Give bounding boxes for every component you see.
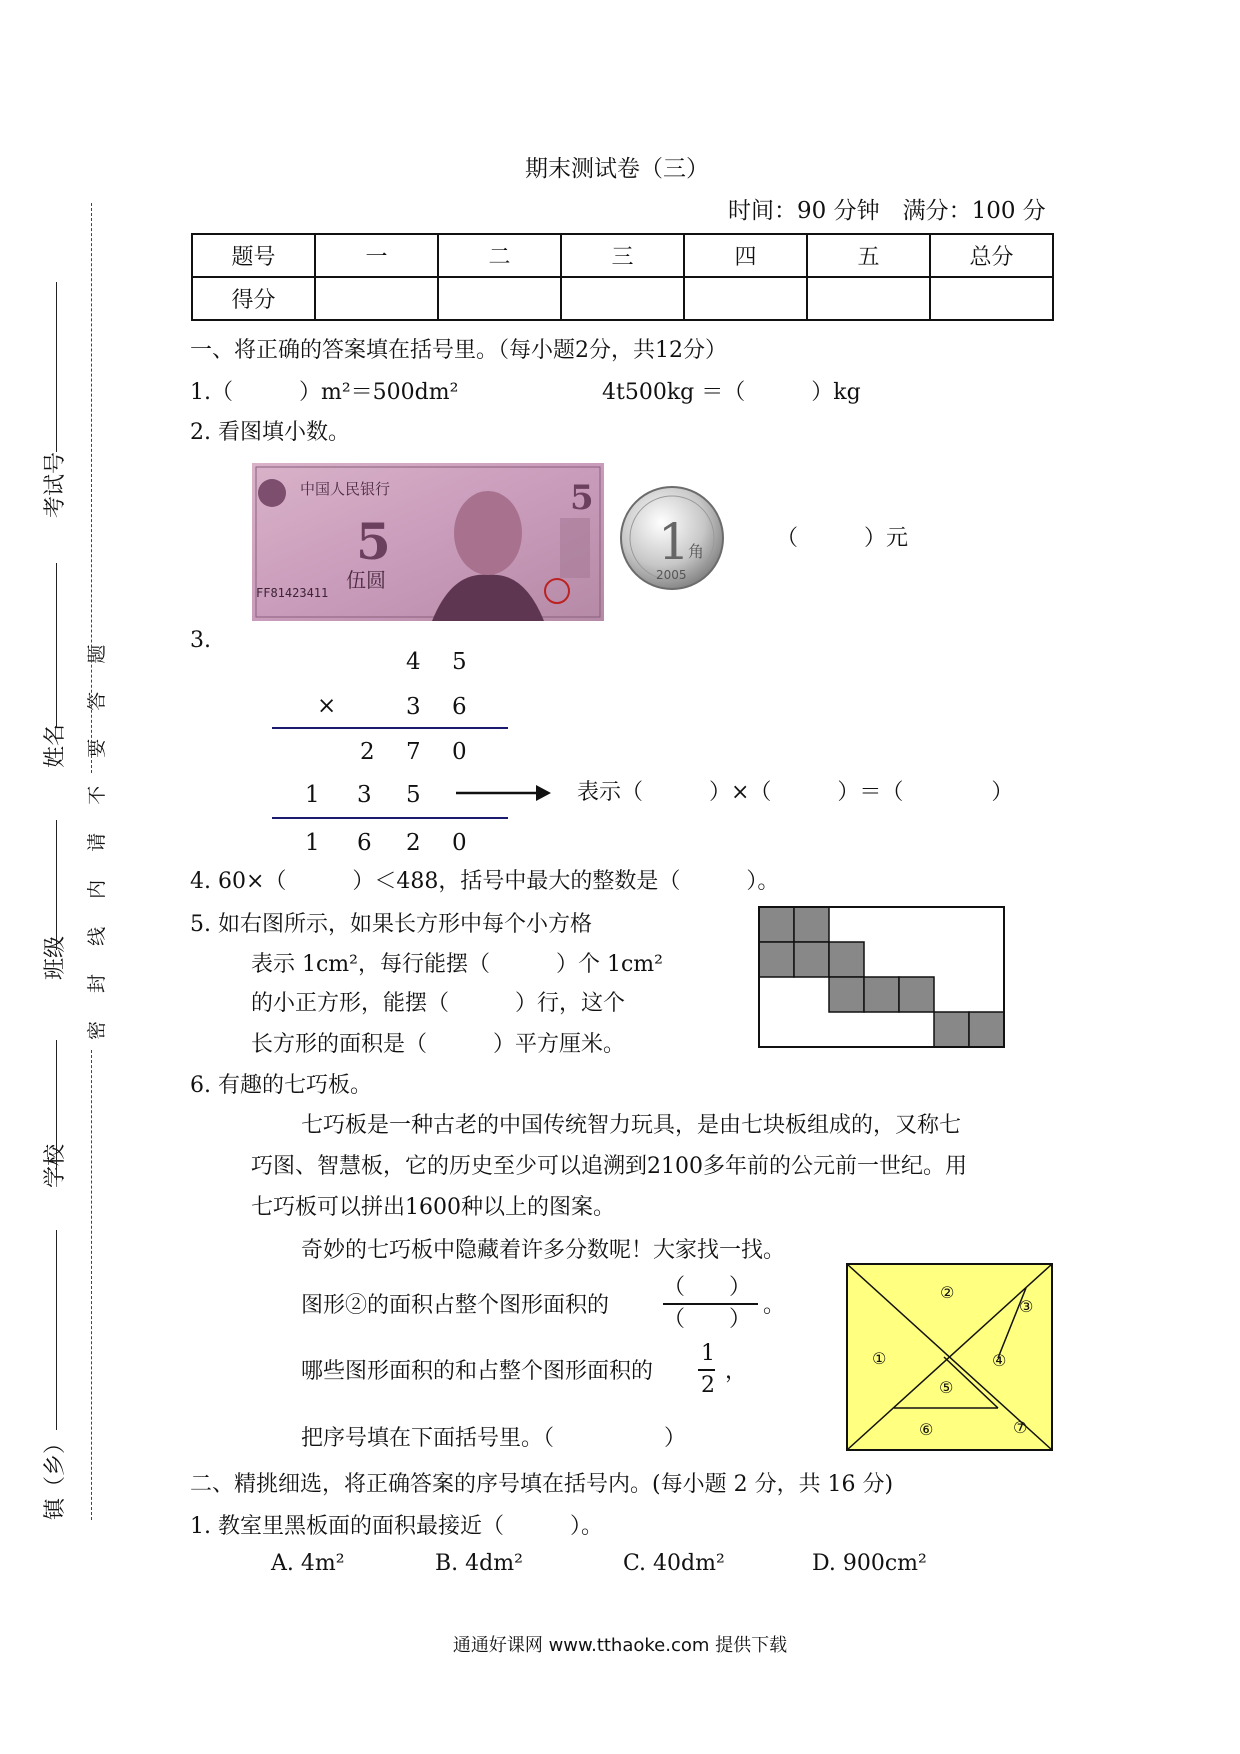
half-fraction-numerator: 1 [701,1341,715,1366]
score-header-cell: 五 [807,234,930,277]
q3-answer[interactable]: 表示（ ）×（ ）＝（ ） [577,780,1014,805]
grid-square [829,942,864,977]
banknote-image [252,463,604,621]
banknote-denomination: 5 [356,512,391,571]
q6-line-6: 哪些图形面积的和占整个图形面积的 [301,1359,654,1384]
tangram-label-1: ① [872,1349,887,1368]
q3-digit: 5 [406,782,421,808]
tangram-label-5: ⑤ [939,1378,954,1397]
score-header-cell: 题号 [192,234,315,277]
score-input-cell[interactable] [438,277,561,320]
q6-paragraph-line: 巧图、智慧板，它的历史至少可以追溯到2100多年前的公元前一世纪。用 [251,1154,967,1179]
q6-paragraph-line: 七巧板是一种古老的中国传统智力玩具，是由七块板组成的，又称七 [301,1113,962,1138]
section1-heading: 一、将正确的答案填在括号里。（每小题2分，共12分） [190,338,727,363]
grid-square [934,1012,969,1047]
fraction-blank-denominator[interactable]: （ ） [663,1307,752,1332]
coin-unit: 角 [688,542,705,561]
seal-dashed-line [91,1050,92,1520]
half-fraction-bar [698,1369,715,1371]
sidebar-class-label: 班级 [43,935,68,980]
q3-digit: 7 [406,739,421,765]
q1-part-b: 4t500kg ＝（ ）kg [602,380,861,405]
s2-q1-option-a[interactable]: A. 4m² [271,1551,345,1576]
score-header-cell: 三 [561,234,684,277]
grid-square [794,907,829,942]
class-field[interactable] [56,820,57,950]
q3-digit: 4 [406,649,421,675]
time-info: 时间：90 分钟 满分：100 分 [728,198,1046,224]
page-title: 期末测试卷（三） [525,156,709,182]
fraction-bar [663,1303,758,1305]
sidebar-school-label: 学校 [43,1143,68,1188]
school-field[interactable] [56,1040,57,1180]
q3-digit: 3 [406,694,421,720]
arrow-icon [456,780,551,806]
coin-year: 2005 [656,568,687,582]
score-input-cell[interactable] [930,277,1053,320]
score-input-cell[interactable] [561,277,684,320]
q6-line-4: 奇妙的七巧板中隐藏着许多分数呢！大家找一找。 [301,1238,786,1263]
q3-digit: 0 [452,739,467,765]
grid-square [829,977,864,1012]
q4-text: 4. 60×（ ）＜488，括号中最大的整数是（ ）。 [190,869,780,894]
q1-part-a: 1.（ ）m²＝500dm² [190,380,459,405]
sidebar-name-label: 姓名 [43,723,68,768]
section2-heading: 二、精挑细选，将正确答案的序号填在括号内。(每小题 2 分，共 16 分) [190,1472,894,1497]
grid-square [794,942,829,977]
banknote-serial: FF81423411 [256,586,329,600]
score-table-score-row [192,277,1053,320]
score-row-label: 得分 [192,277,315,320]
seal-warning-text: 密 封 线 内 请 不 要 答 题 [86,633,108,1040]
tangram-label-2: ② [940,1283,955,1302]
tangram-label-3: ③ [1019,1297,1034,1316]
tangram-label-4: ④ [992,1351,1007,1370]
score-input-cell[interactable] [684,277,807,320]
s2-q1-option-d[interactable]: D. 900cm² [812,1551,927,1576]
q5-line: 长方形的面积是（ ）平方厘米。 [251,1032,626,1057]
banknote-bank-name: 中国人民银行 [300,480,391,498]
q3-multiply-sign: × [317,693,337,719]
q2-answer-blank[interactable]: （ ）元 [776,526,909,551]
score-table [191,233,1054,321]
seal-dashed-line [91,203,92,773]
coin-value: 1 [658,513,690,571]
score-input-cell[interactable] [315,277,438,320]
tangram-label-7: ⑦ [1013,1418,1028,1437]
exam-no-field[interactable] [56,282,57,452]
grid-square [969,1012,1004,1047]
q5-line: 的小正方形，能摆（ ）行，这个 [251,991,626,1016]
grid-square [759,907,794,942]
banknote-denomination-corner: 5 [570,478,594,518]
q6-paragraph-line: 七巧板可以拼出1600种以上的图案。 [251,1195,615,1220]
q6-line-6-end: ， [725,1359,748,1384]
q3-label: 3. [190,628,211,653]
q3-digit: 1 [305,830,320,856]
sidebar-town-label: 镇（乡） [43,1431,68,1520]
name-field-top[interactable] [56,563,57,728]
grid-rectangle-figure [758,906,1010,1048]
q6-line-7[interactable]: 把序号填在下面括号里。（ ） [301,1426,687,1451]
banknote-chinese-amount: 伍圆 [346,568,386,592]
q2-text: 2. 看图填小数。 [190,420,350,445]
score-input-cell[interactable] [807,277,930,320]
fraction-blank-numerator[interactable]: （ ） [663,1275,752,1300]
score-table-header-row [192,234,1053,277]
q5-line: 5. 如右图所示，如果长方形中每个小方格 [190,912,592,937]
tangram-figure [846,1263,1054,1453]
q3-digit: 0 [452,830,467,856]
town-field[interactable] [56,1230,57,1430]
grid-square [759,942,794,977]
score-header-cell: 四 [684,234,807,277]
q6-title: 6. 有趣的七巧板。 [190,1073,372,1098]
q3-digit: 3 [357,782,372,808]
q3-digit: 6 [357,830,372,856]
score-header-cell: 一 [315,234,438,277]
grid-square [864,977,899,1012]
q5-line: 表示 1cm²，每行能摆（ ）个 1cm² [251,952,663,977]
page-footer: 通通好课网 www.tthaoke.com 提供下载 [452,1635,788,1656]
grid-square [899,977,934,1012]
coin-image [618,485,726,591]
s2-q1-option-c[interactable]: C. 40dm² [623,1551,725,1576]
s2-q1-text: 1. 教室里黑板面的面积最接近（ ）。 [190,1514,603,1539]
q3-digit: 2 [406,830,421,856]
q3-digit: 1 [305,782,320,808]
q6-line-5-end: 。 [763,1293,786,1318]
q3-digit: 2 [360,739,375,765]
q6-line-5: 图形②的面积占整个图形面积的 [301,1293,610,1318]
s2-q1-option-b[interactable]: B. 4dm² [435,1551,523,1576]
sidebar-exam-no-label: 考试号 [43,451,68,518]
q3-digit: 5 [452,649,467,675]
score-header-cell: 二 [438,234,561,277]
score-header-cell: 总分 [930,234,1053,277]
q3-digit: 6 [452,694,467,720]
portrait-face [454,491,522,575]
q3-rule-line [272,817,508,819]
tangram-label-6: ⑥ [919,1420,934,1439]
half-fraction-denominator: 2 [701,1373,715,1398]
q3-rule-line [272,727,508,729]
